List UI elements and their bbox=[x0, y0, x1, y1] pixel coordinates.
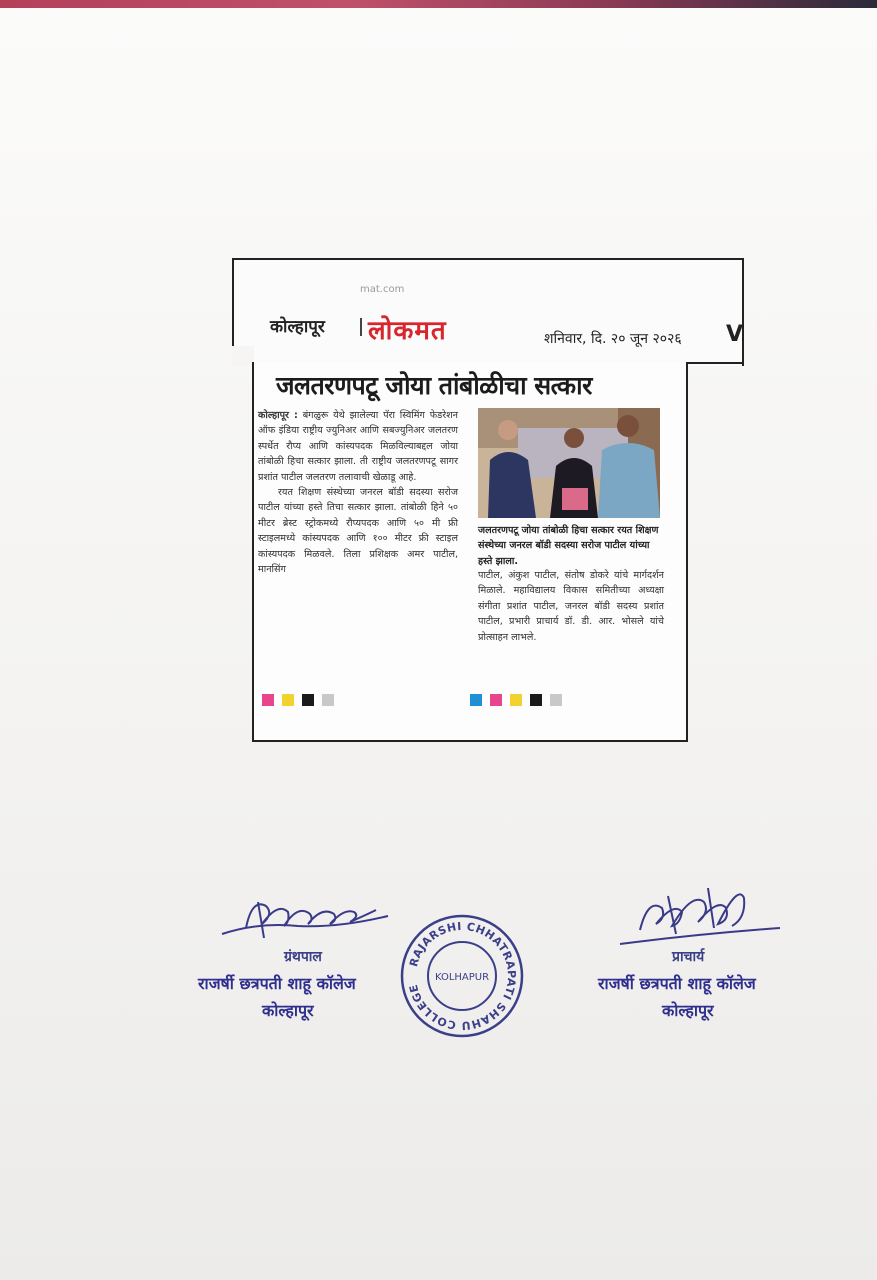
article-column-left bbox=[258, 408, 458, 577]
article-dateline: कोल्हापूर : bbox=[258, 410, 298, 421]
librarian-signature bbox=[218, 884, 394, 944]
page-top-edge bbox=[0, 0, 877, 8]
registration-right-swatch-1 bbox=[470, 694, 482, 706]
newspaper-masthead: लोकमत bbox=[368, 316, 447, 346]
edition-date: शनिवार, दि. २० जून २०२६ bbox=[544, 331, 682, 347]
librarian-title: ग्रंथपाल bbox=[284, 949, 322, 965]
edge-mark: V bbox=[726, 322, 744, 347]
seal-ring-text: RAJARSHI CHHATRAPATI SHAHU COLLEGE bbox=[406, 919, 519, 1033]
registration-left-swatch-2 bbox=[282, 694, 294, 706]
article-paragraph-1: बंगळुरू येथे झालेल्या पॅरा स्विमिंग फेडरेशन ऑफ इंडिया राष्ट्रीय ज्युनिअर आणि सबज्युनिअर जलतरण स्पर्धेत रौप्य आणि कांस्यपदक मिळविल्याबद्दल जोया तांबोळी हिचा सत्कार झाला. ती राष्ट्रीय जलतरणपटू सागर प्रशांत पाटील जलतरण तलावाची खेळाडू आहे. bbox=[258, 410, 459, 483]
registration-left-swatch-3 bbox=[302, 694, 314, 706]
librarian-college: राजर्षी छत्रपती शाहू कॉलेज bbox=[198, 974, 356, 993]
registration-marks-left bbox=[262, 694, 334, 706]
masthead-divider bbox=[360, 318, 362, 336]
college-seal bbox=[398, 912, 526, 1040]
newspaper-clipping bbox=[232, 258, 744, 742]
principal-college: राजर्षी छत्रपती शाहू कॉलेज bbox=[598, 974, 756, 993]
registration-left-swatch-1 bbox=[262, 694, 274, 706]
article-paragraph-3: पाटील, अंकुश पाटील, संतोष डोकरे यांचे मार्गदर्शन मिळाले. महाविद्यालय विकास समितीच्या अध्यक्षा संगीता प्रशांत पाटील, जनरल बॉडी सदस्य प्रशांत पाटील, प्रभारी प्राचार्य डॉ. डी. आर. भोसले यांचे प्रोत्साहन लाभले. bbox=[478, 570, 664, 643]
registration-right-swatch-2 bbox=[490, 694, 502, 706]
photo-caption: जलतरणपटू जोया तांबोळी हिचा सत्कार रयत शिक्षण संस्थेच्या जनरल बॉडी सदस्या सरोज पाटील यांच्या हस्ते झाला. bbox=[478, 525, 659, 567]
article-photo bbox=[478, 408, 660, 518]
edition-city: कोल्हापूर bbox=[270, 317, 325, 337]
seal-center-text: KOLHAPUR bbox=[434, 972, 490, 983]
principal-city: कोल्हापूर bbox=[662, 1001, 714, 1020]
article-headline: जलतरणपटू जोया तांबोळीचा सत्कार bbox=[276, 371, 592, 400]
registration-right-swatch-3 bbox=[510, 694, 522, 706]
registration-right-swatch-4 bbox=[530, 694, 542, 706]
registration-right-swatch-5 bbox=[550, 694, 562, 706]
registration-left-swatch-4 bbox=[322, 694, 334, 706]
registration-marks-right bbox=[470, 694, 562, 706]
article-paragraph-2: रयत शिक्षण संस्थेच्या जनरल बॉडी सदस्या सरोज पाटील यांच्या हस्ते तिचा सत्कार झाला. तांबोळी हिने ५० मीटर ब्रेस्ट स्ट्रोकमध्ये रौप्यपदक आणि ५० मी फ्री स्टाइलमध्ये कांस्यपदक आणि १०० मीटर फ्री स्टाइल कांस्यपदक मिळवले. तिला प्रशिक्षक अमर पाटील, मानसिंग bbox=[258, 487, 458, 576]
clipping-header bbox=[232, 258, 744, 366]
site-url: mat.com bbox=[360, 284, 405, 295]
librarian-city: कोल्हापूर bbox=[262, 1001, 314, 1020]
principal-title: प्राचार्य bbox=[672, 949, 705, 965]
principal-signature bbox=[618, 878, 786, 948]
